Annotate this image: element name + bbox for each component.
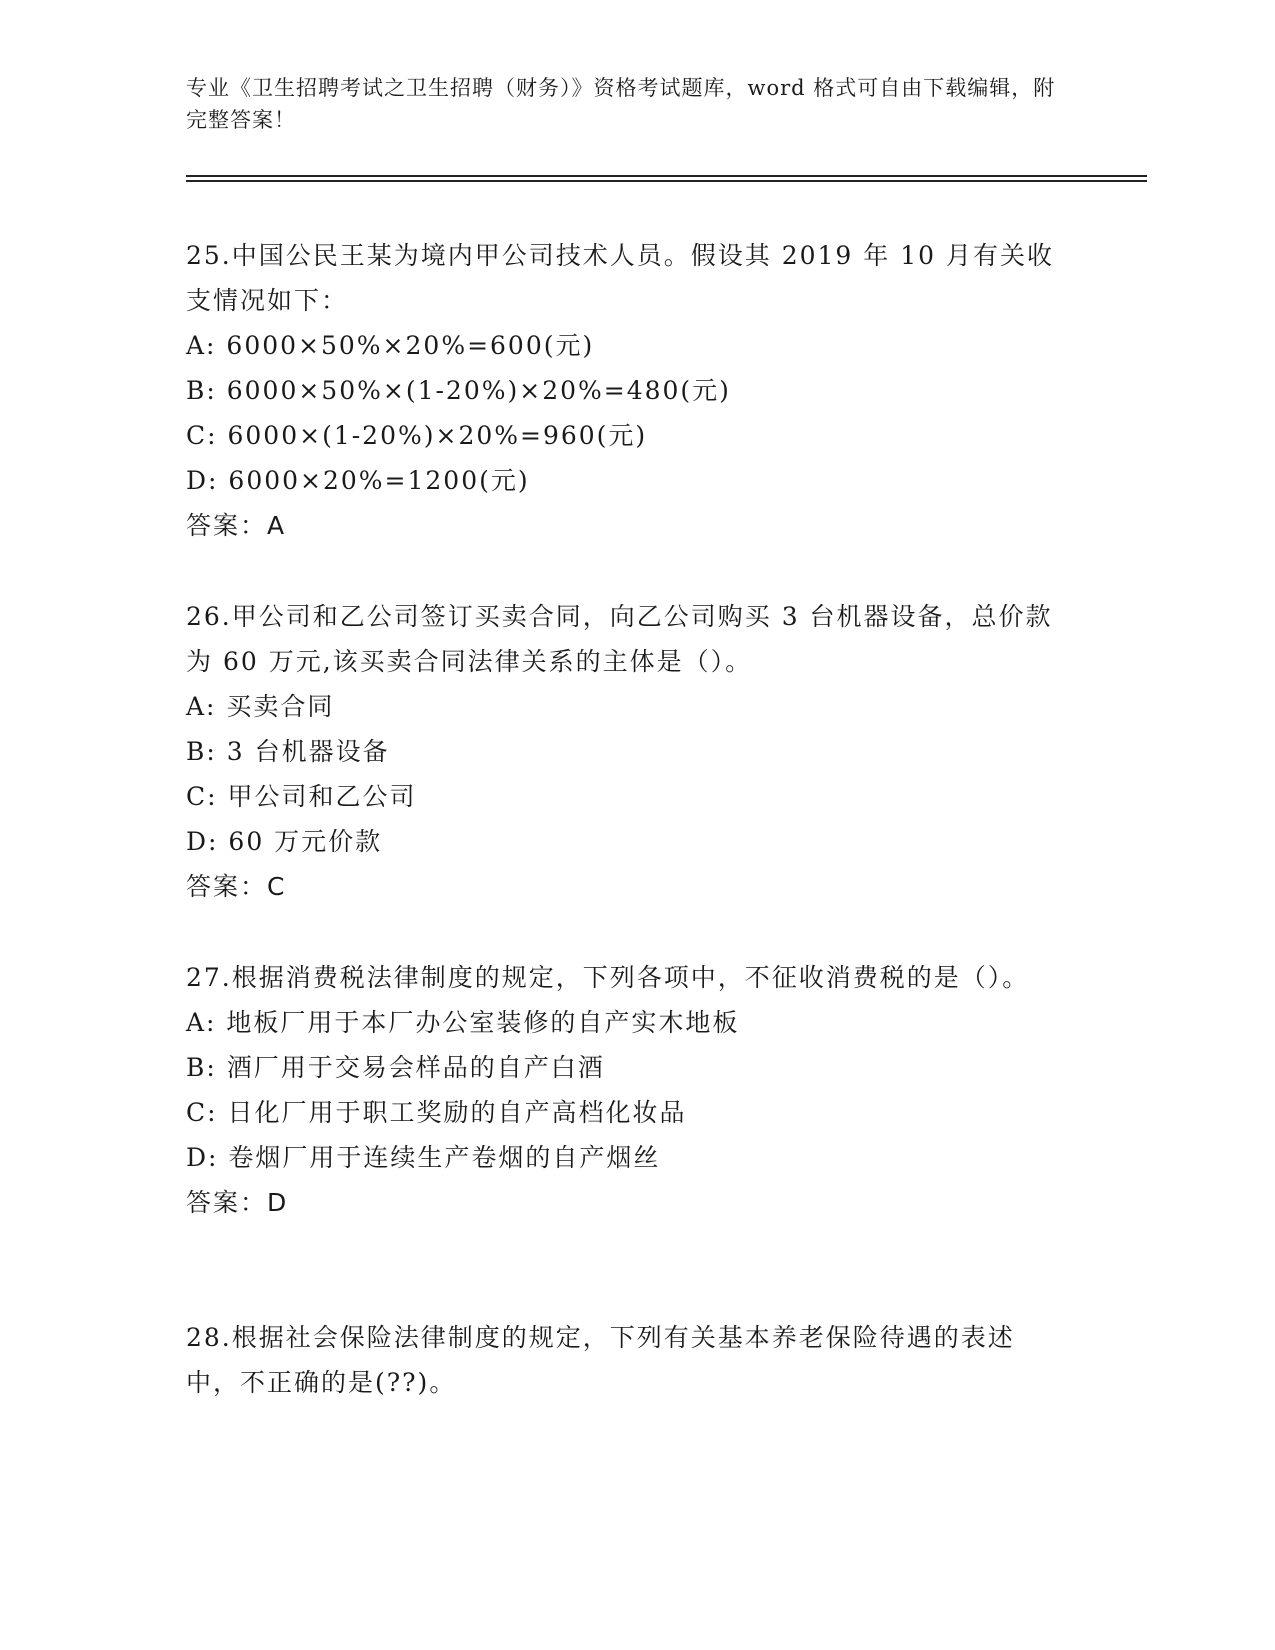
header-divider-bottom [186, 180, 1147, 182]
question-stem: 25.中国公民王某为境内甲公司技术人员。假设其 2019 年 10 月有关收支情况如下： [186, 241, 1054, 315]
question-stem: 27.根据消费税法律制度的规定，下列各项中，不征收消费税的是（）。 [186, 963, 1030, 992]
option-d: D: 60 万元价款 [186, 827, 383, 856]
option-d: D: 6000×20%=1200(元) [186, 466, 530, 495]
question-25 [186, 233, 1066, 548]
option-b: B: 6000×50%×(1-20%)×20%=480(元) [186, 376, 731, 405]
option-a: A: 买卖合同 [186, 692, 335, 721]
answer: 答案：A [186, 511, 287, 540]
question-stem: 28.根据社会保险法律制度的规定，下列有关基本养老保险待遇的表述中，不正确的是(??)。 [186, 1323, 1015, 1397]
answer: 答案：D [186, 1188, 289, 1217]
option-c: C: 日化厂用于职工奖励的自产高档化妆品 [186, 1098, 687, 1127]
page-header: 专业《卫生招聘考试之卫生招聘（财务）》资格考试题库，word 格式可自由下载编辑，附完整答案！ [186, 76, 1056, 132]
question-26 [186, 594, 1066, 909]
option-b: B: 3 台机器设备 [186, 737, 390, 766]
option-c: C: 6000×(1-20%)×20%=960(元) [186, 421, 648, 450]
question-28 [186, 1315, 1066, 1405]
question-27 [186, 955, 1066, 1225]
option-d: D: 卷烟厂用于连续生产卷烟的自产烟丝 [186, 1143, 661, 1172]
option-c: C: 甲公司和乙公司 [186, 782, 417, 811]
header-divider-top [186, 175, 1147, 177]
answer: 答案：C [186, 872, 287, 901]
option-a: A: 地板厂用于本厂办公室装修的自产实木地板 [186, 1008, 740, 1037]
option-a: A: 6000×50%×20%=600(元) [186, 331, 595, 360]
option-b: B: 酒厂用于交易会样品的自产白酒 [186, 1053, 605, 1082]
question-stem: 26.甲公司和乙公司签订买卖合同，向乙公司购买 3 台机器设备，总价款为 60 万元,该买卖合同法律关系的主体是（）。 [186, 602, 1053, 676]
